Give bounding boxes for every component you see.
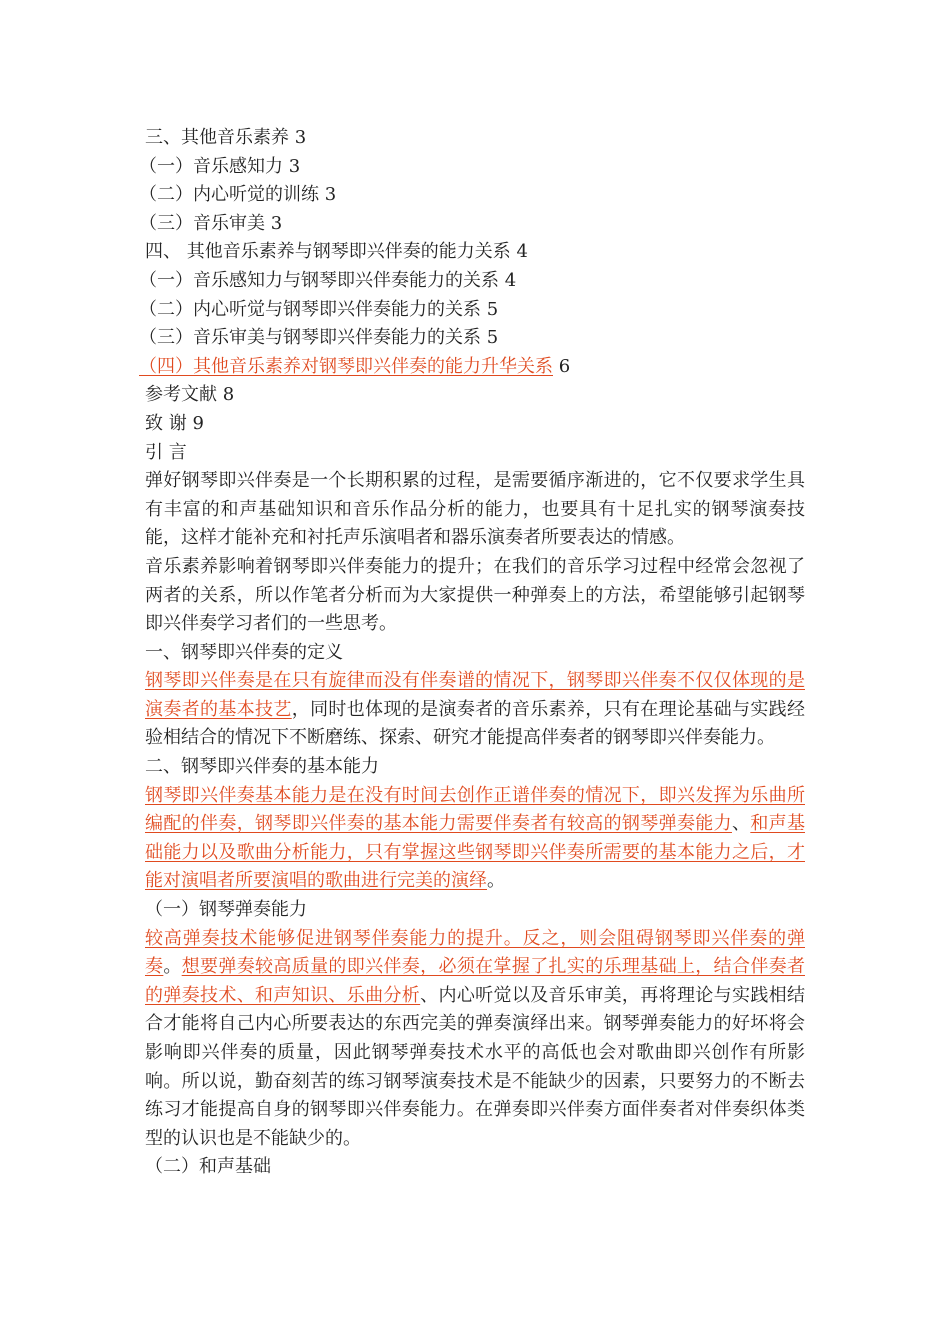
table-of-contents	[139, 124, 805, 467]
toc-entry: 引 言	[145, 441, 187, 463]
highlighted-text: 较高弹奏技术能够促进钢琴伴奏能力的提升。反之，则会阻碍钢琴即兴伴奏的弹奏	[145, 927, 805, 978]
subsection-heading-playing-ability: （一）钢琴弹奏能力	[145, 899, 307, 921]
toc-entry: （三）音乐审美 3	[139, 212, 283, 234]
toc-entry: （二）内心听觉与钢琴即兴伴奏能力的关系 5	[139, 298, 499, 320]
basic-ability-paragraph	[145, 782, 805, 896]
paragraph-text: 、	[731, 813, 751, 835]
toc-entry: （三）音乐审美与钢琴即兴伴奏能力的关系 5	[139, 327, 499, 349]
toc-entry: （二）内心听觉的训练 3	[139, 184, 337, 206]
section-heading-basic-ability: 二、钢琴即兴伴奏的基本能力	[145, 756, 379, 778]
paragraph-text: ，同时也体现的是演奏者的音乐素养，只有在理论基础与实践经验相结合的情况下不断磨练、探索、研究才能提高伴奏者的钢琴即兴伴奏能力。	[145, 698, 806, 749]
document-page	[139, 124, 806, 1182]
toc-entry: 致 谢 9	[145, 412, 204, 434]
toc-page-number: 6	[553, 355, 571, 377]
toc-entry: 四、 其他音乐素养与钢琴即兴伴奏的能力关系 4	[145, 241, 528, 263]
highlighted-text: （四）其他音乐素养对钢琴即兴伴奏的能力升华关系	[139, 355, 553, 377]
section-heading-definition: 一、钢琴即兴伴奏的定义	[145, 641, 343, 663]
highlighted-text: 钢琴即兴伴奏基本能力是在没有时间去创作正谱伴奏的情况下，即兴发挥为乐曲所编配的伴奏，钢琴即兴伴奏的基本能力需要伴奏者有较高的钢琴弹奏能力	[145, 784, 805, 835]
intro-paragraph-1: 弹好钢琴即兴伴奏是一个长期积累的过程，是需要循序渐进的，它不仅要求学生具有丰富的和声基础知识和音乐作品分析的能力，也要具有十足扎实的钢琴演奏技能，这样才能补充和衬托声乐演唱者和器乐演奏者所要表达的情感。	[145, 470, 805, 549]
toc-entry-highlighted	[139, 353, 805, 382]
highlighted-text: 想要弹奏较高质量的即兴伴奏，必须在掌握了扎实的乐理基础上，结合伴奏者的弹奏技术、和声知识、乐曲分析	[145, 956, 805, 1006]
document-body	[145, 467, 805, 1182]
intro-paragraph-2: 音乐素养影响着钢琴即兴伴奏能力的提升；在我们的音乐学习过程中经常会忽视了两者的关系，所以作笔者分析而为大家提供一种弹奏上的方法，希望能够引起钢琴即兴伴奏学习者们的一些思考。	[145, 555, 805, 635]
toc-entry: 三、其他音乐素养 3	[145, 127, 307, 148]
playing-ability-paragraph	[145, 925, 805, 1154]
highlighted-text: 钢琴即兴伴奏是在只有旋律而没有伴奏谱的情况下，钢琴即兴伴奏不仅仅体现的是演奏者的基本技艺	[145, 670, 805, 720]
paragraph-text: 。	[163, 956, 182, 978]
toc-entry: （一）音乐感知力 3	[139, 155, 301, 177]
paragraph-text: 、内心听觉以及音乐审美，再将理论与实践相结合才能将自己内心所要表达的东西完美的弹奏演绎出来。钢琴弹奏能力的好坏将会影响即兴伴奏的质量，因此钢琴弹奏技术水平的高低也会对歌曲即兴创作有所影响。所以说，勤奋刻苦的练习钢琴演奏技术是不能缺少的因素，只要努力的不断去练习才能提高自身的钢琴即兴伴奏能力。在弹奏即兴伴奏方面伴奏者对伴奏织体类型的认识也是不能缺少的。	[145, 984, 806, 1149]
highlighted-text: 和声基础能力以及歌曲分析能力，只有掌握这些钢琴即兴伴奏所需要的基本能力之后，才能对演唱者所要演唱的歌曲进行完美的演绎	[145, 813, 805, 892]
definition-paragraph	[145, 667, 805, 753]
toc-entry: （一）音乐感知力与钢琴即兴伴奏能力的关系 4	[139, 269, 517, 291]
toc-entry: 参考文献 8	[145, 384, 235, 406]
paragraph-text: 。	[487, 870, 505, 892]
subsection-heading-harmony: （二）和声基础	[145, 1156, 271, 1178]
